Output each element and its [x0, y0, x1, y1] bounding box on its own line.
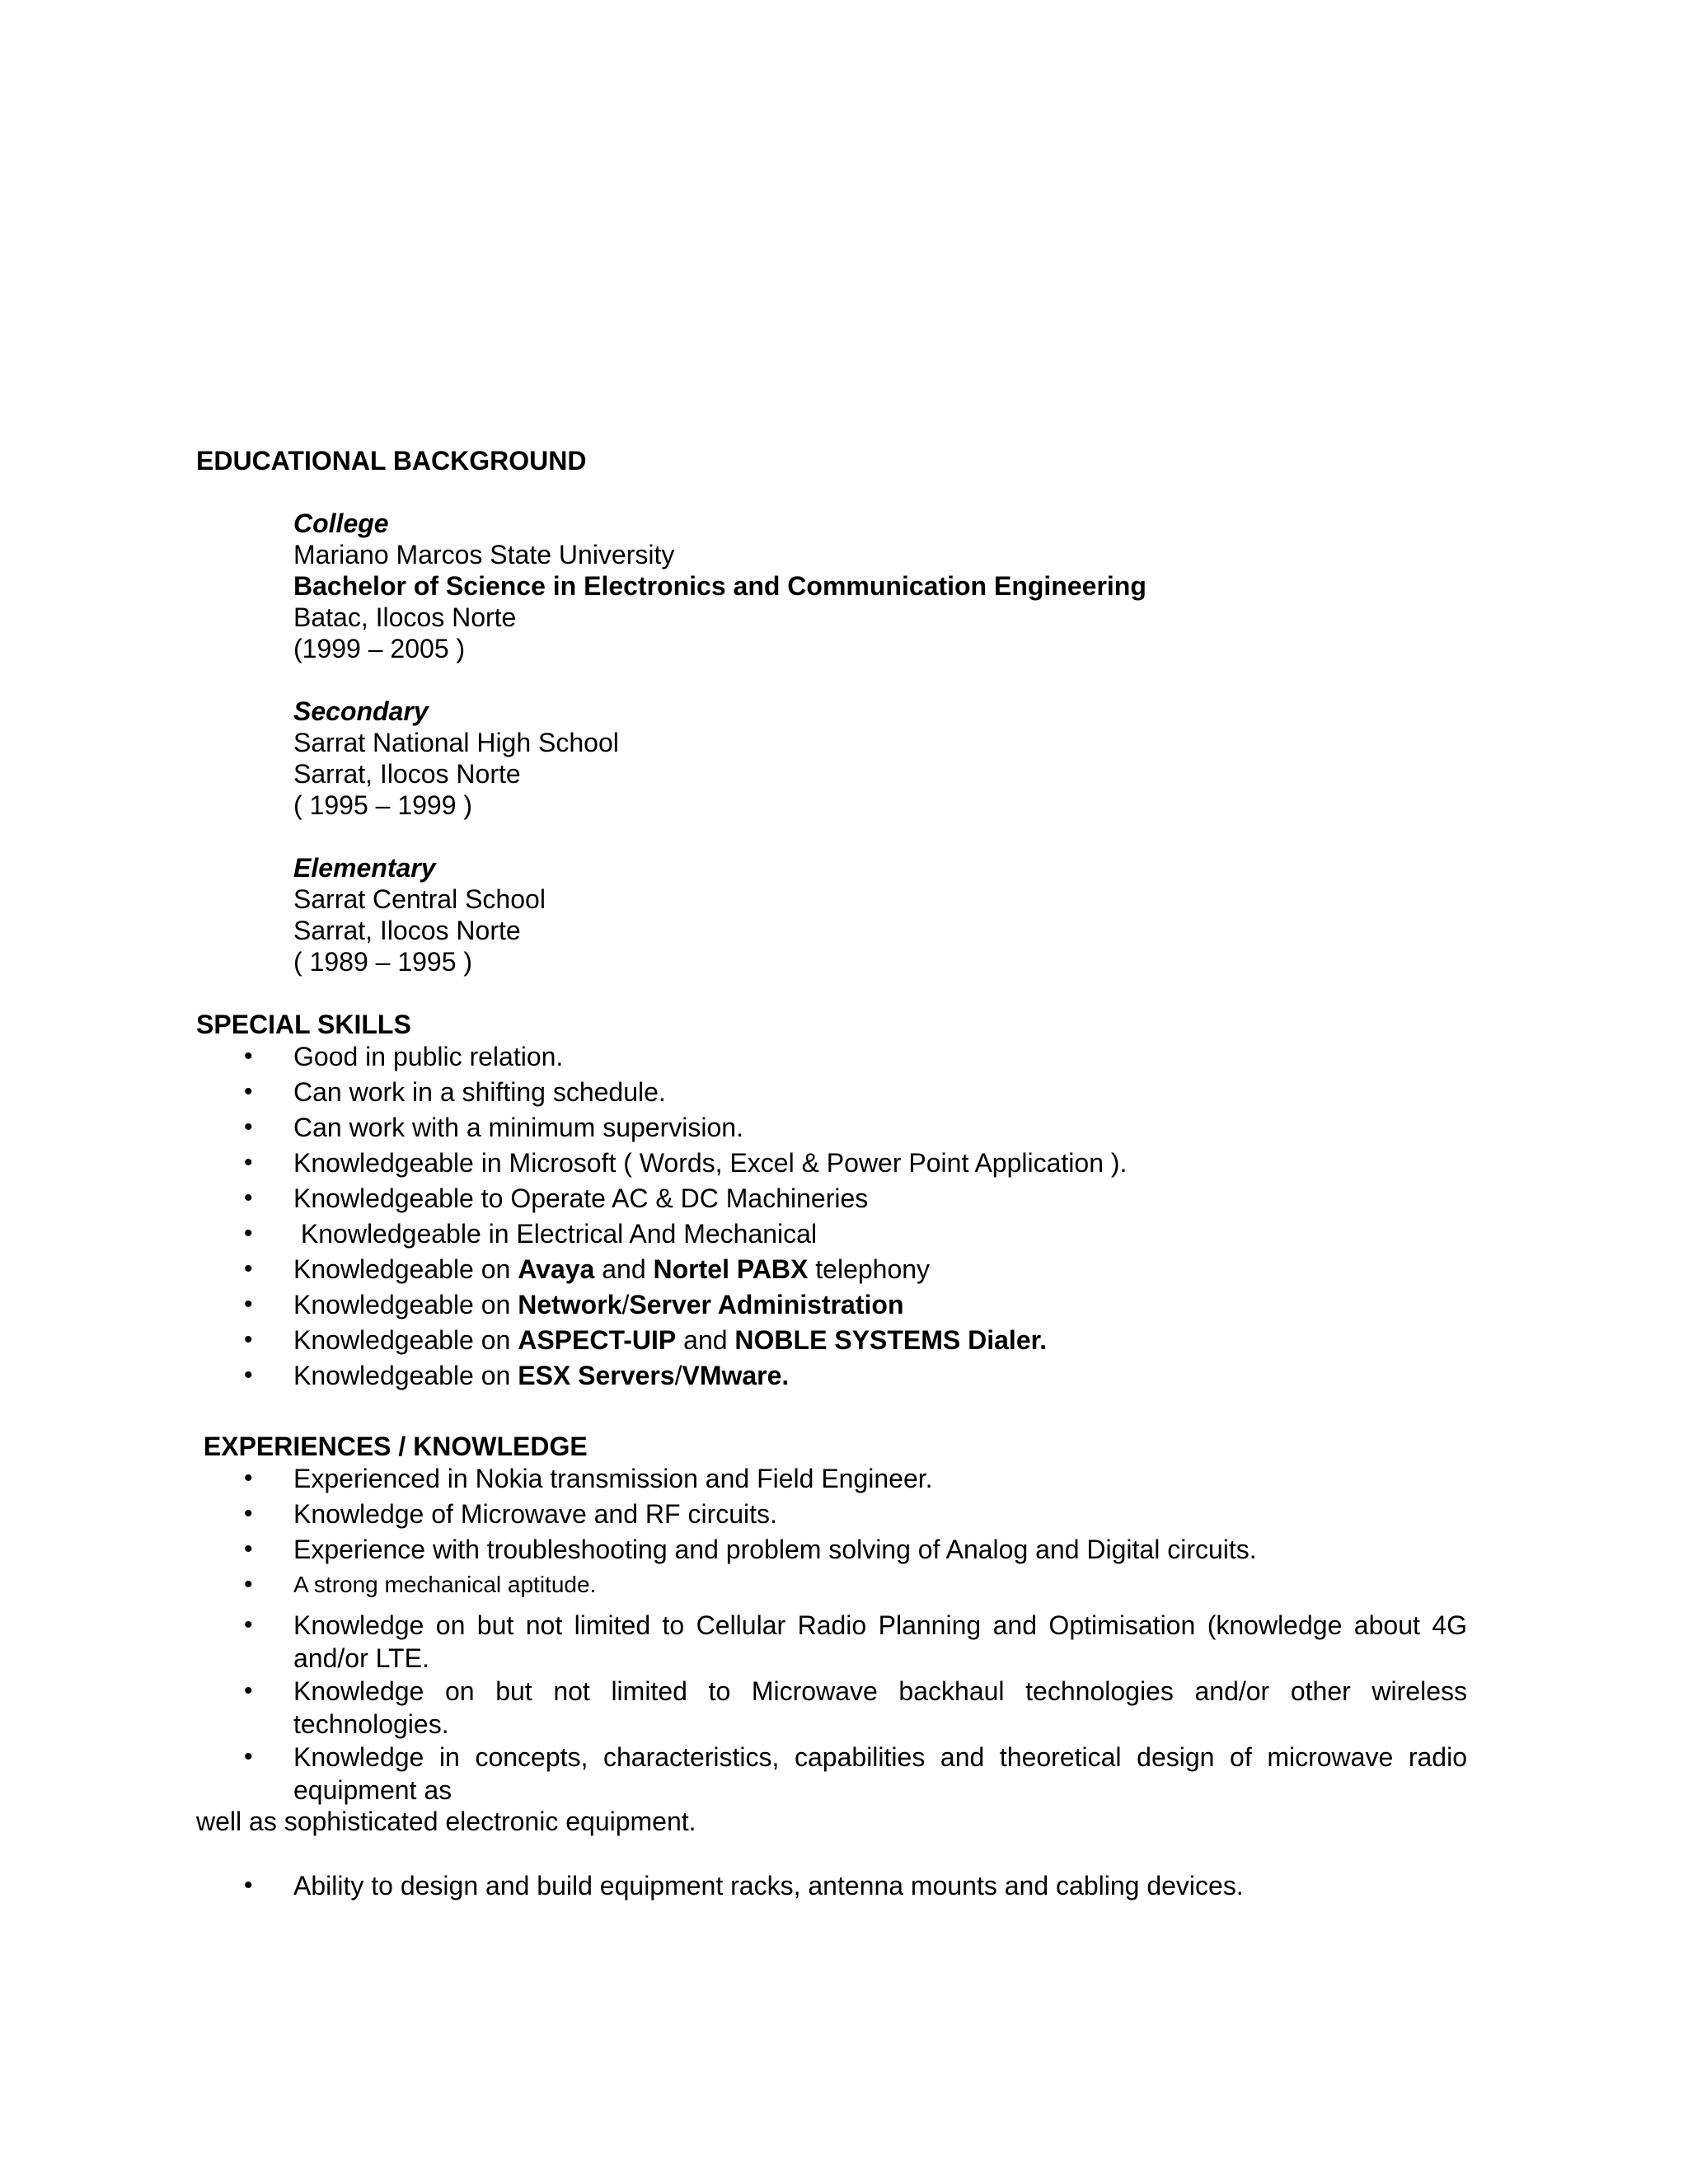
secondary-location: Sarrat, Ilocos Norte: [293, 759, 521, 789]
secondary-years: ( 1995 – 1999 ): [293, 790, 473, 820]
elementary-years: ( 1989 – 1995 ): [293, 947, 473, 977]
bullet-icon: •: [244, 1326, 253, 1353]
secondary-category: Secondary: [293, 696, 429, 726]
college-location: Batac, Ilocos Norte: [293, 602, 517, 632]
experience-item: • Experience with troubleshooting and problem solving of Analog and Digital circuits.: [244, 1535, 1257, 1564]
bullet-icon: •: [244, 1361, 253, 1389]
elementary-location: Sarrat, Ilocos Norte: [293, 916, 521, 945]
bullet-icon: •: [244, 1255, 253, 1282]
college-category: College: [293, 509, 389, 538]
skill-item-aspect: • Knowledgeable on ASPECT-UIP and NOBLE SYSTEMS Dialer.: [244, 1325, 1048, 1355]
bullet-icon: •: [244, 1465, 253, 1492]
skill-item: • Knowledgeable in Microsoft ( Words, Excel & Power Point Application ).: [244, 1148, 1128, 1178]
bullet-icon: •: [244, 1078, 253, 1105]
bullet-icon: •: [244, 1571, 253, 1598]
skill-item: • Good in public relation.: [244, 1042, 564, 1071]
experience-item: • Experienced in Nokia transmission and Field Engineer.: [244, 1464, 933, 1493]
experience-item: • Knowledge in concepts, characteristics, capabilities and theoretical design of microwave radio equipment as: [244, 1742, 1467, 1805]
bullet-icon: •: [244, 1043, 253, 1070]
experience-item: • Ability to design and build equipment racks, antenna mounts and cabling devices.: [244, 1871, 1244, 1900]
bullet-icon: •: [244, 1500, 253, 1527]
elementary-block: [293, 852, 546, 977]
experience-heading: EXPERIENCES / KNOWLEDGE: [196, 1432, 588, 1461]
bullet-icon: •: [244, 1149, 253, 1176]
experience-item: • Knowledge on but not limited to Cellular Radio Planning and Optimisation (knowledge about 4G and/or LTE.: [244, 1610, 1467, 1673]
bullet-icon: •: [244, 1220, 253, 1247]
college-block: [293, 508, 1146, 664]
skill-item: • Can work in a shifting schedule.: [244, 1077, 666, 1107]
elementary-school: Sarrat Central School: [293, 884, 546, 914]
education-heading: EDUCATIONAL BACKGROUND: [196, 446, 587, 476]
college-school: Mariano Marcos State University: [293, 540, 675, 569]
bullet-icon: •: [244, 1184, 253, 1212]
secondary-block: [293, 696, 619, 821]
college-degree: Bachelor of Science in Electronics and Communication Engineering: [293, 571, 1146, 601]
skills-list: [0, 1040, 1688, 1394]
skill-item-esx: • Knowledgeable on ESX Servers/VMware.: [244, 1361, 790, 1390]
college-years: (1999 – 2005 ): [293, 634, 466, 663]
bullet-icon: •: [244, 1611, 253, 1638]
experience-list: [0, 1462, 1688, 1807]
bullet-icon: •: [244, 1535, 253, 1563]
bullet-icon: •: [244, 1113, 253, 1141]
bullet-icon: •: [244, 1677, 253, 1704]
skills-heading: SPECIAL SKILLS: [196, 1010, 411, 1039]
skill-item-avaya: • Knowledgeable on Avaya and Nortel PABX telephony: [244, 1254, 931, 1284]
experience-item: • Knowledge on but not limited to Microwave backhaul technologies and/or other wireless technologies.: [244, 1676, 1467, 1739]
skill-item: • Knowledgeable to Operate AC & DC Machineries: [244, 1183, 869, 1213]
skill-item-network: • Knowledgeable on Network/Server Administration: [244, 1290, 904, 1319]
secondary-school: Sarrat National High School: [293, 728, 619, 757]
bullet-icon: •: [244, 1743, 253, 1770]
elementary-category: Elementary: [293, 853, 436, 883]
experience-item: • Knowledge of Microwave and RF circuits.: [244, 1499, 777, 1529]
experience-item: • A strong mechanical aptitude.: [0, 1568, 1467, 1604]
experience-continuation: well as sophisticated electronic equipment.: [196, 1807, 696, 1836]
experience-list-tail: [0, 1869, 1688, 1905]
bullet-icon: •: [244, 1872, 253, 1899]
bullet-icon: •: [244, 1291, 253, 1318]
skill-item: • Can work with a minimum supervision.: [244, 1113, 743, 1142]
skill-item: • Knowledgeable in Electrical And Mechanical: [244, 1219, 818, 1249]
